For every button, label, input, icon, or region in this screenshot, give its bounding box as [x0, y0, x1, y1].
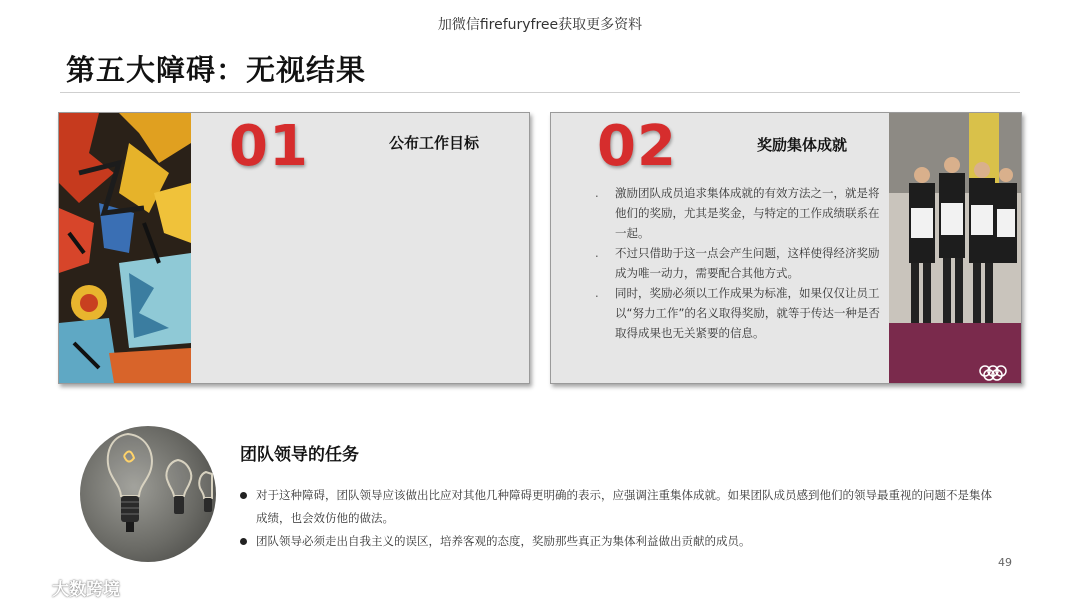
bullet-dot-icon	[240, 538, 247, 545]
card-number: 01	[229, 114, 309, 179]
brand-name: 大数跨境	[52, 580, 120, 600]
page-number: 49	[998, 556, 1012, 569]
bullet-marker: .	[595, 286, 599, 300]
list-item	[595, 283, 887, 343]
list-item	[240, 484, 1000, 530]
reward-points-list	[595, 183, 887, 343]
task-text: 对于这种障碍，团队领导应该做出比应对其他几种障碍更明确的表示，应强调注重集体成就。如果团队成员感到他们的领导最重视的问题不是集体成绩，也会效仿他的做法。	[256, 488, 992, 525]
card-title: 公布工作目标	[389, 134, 480, 152]
list-item	[240, 530, 1000, 553]
leader-tasks-list	[240, 484, 1000, 553]
list-item	[595, 183, 887, 243]
point-text: 同时，奖励必须以工作成果为标准，如果仅仅让员工以“努力工作”的名义取得奖励，就等于传达一种是否取得成果也无关紧要的信息。	[615, 286, 880, 340]
bullet-marker: .	[595, 186, 599, 200]
page-title: 第五大障碍：无视结果	[66, 53, 367, 87]
card-publish-goals	[58, 112, 530, 384]
team-podium-photo	[889, 113, 1021, 383]
lightbulb-image	[80, 426, 216, 562]
brand-watermark	[8, 574, 120, 601]
section-title: 团队领导的任务	[240, 445, 359, 465]
list-item	[595, 243, 887, 283]
abstract-art-image	[59, 113, 191, 383]
title-divider	[60, 92, 1020, 93]
bullet-dot-icon	[240, 492, 247, 499]
card-reward-achievement	[550, 112, 1022, 384]
bullet-marker: .	[595, 246, 599, 260]
brand-logo-icon	[8, 574, 48, 601]
card-title: 奖励集体成就	[757, 136, 848, 154]
task-text: 团队领导必须走出自我主义的误区，培养客观的态度，奖励那些真正为集体利益做出贡献的成员。	[256, 534, 751, 548]
point-text: 不过只借助于这一点会产生问题，这样使得经济奖励成为唯一动力，需要配合其他方式。	[615, 246, 880, 280]
top-watermark: 加微信firefuryfree获取更多资料	[437, 17, 643, 33]
card-number: 02	[597, 114, 677, 179]
point-text: 激励团队成员追求集体成就的有效方法之一，就是将他们的奖励，尤其是奖金，与特定的工作成绩联系在一起。	[615, 186, 880, 240]
